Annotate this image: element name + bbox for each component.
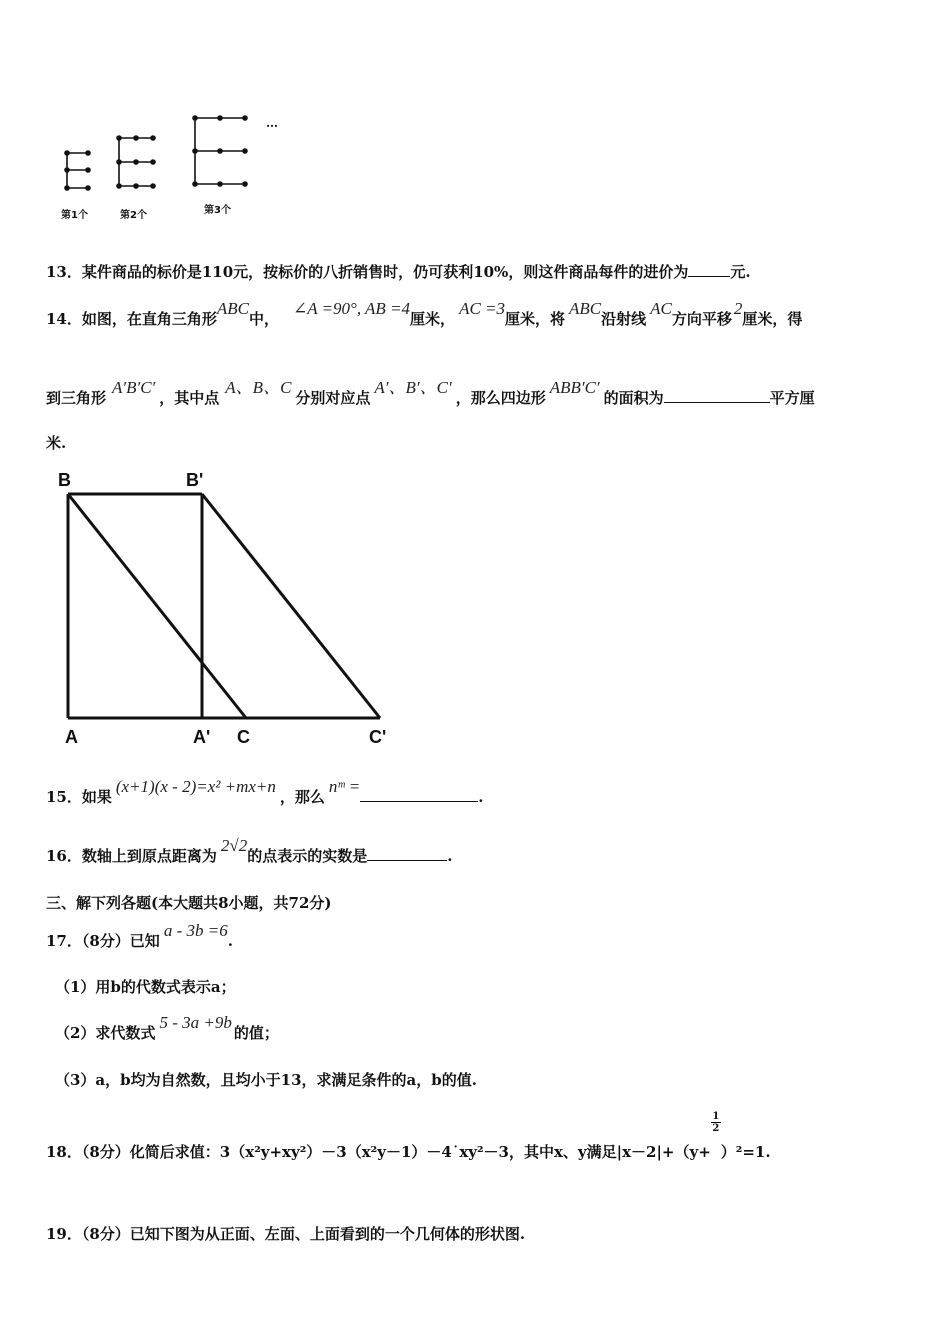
question-17-part-1: （1）用b的代数式表示a； — [55, 978, 236, 996]
math-abb1c1: ABB′C′ — [549, 378, 600, 397]
label-c-prime: C' — [369, 727, 387, 747]
pattern-caption-3: 第3个 — [204, 205, 231, 216]
answer-blank-13 — [688, 261, 730, 277]
question-14-line-3: 米. — [46, 434, 67, 452]
pattern-caption-1: 第1个 — [61, 210, 88, 221]
question-16: 16．数轴上到原点距离为2√2的点表示的实数是 . — [46, 836, 453, 865]
section-3-heading: 三、解下列各题(本大题共8小题，共72分) — [46, 894, 332, 912]
question-17-part-2: （2）求代数式5 - 3a +9b的值； — [55, 1013, 279, 1042]
pattern-ellipsis: … — [266, 116, 278, 130]
math-two: 2 — [733, 299, 743, 318]
question-13: 13．某件商品的标价是110元，按标价的八折销售时，仍可获利10%，则这件商品每件的进价为 元. — [46, 263, 751, 281]
label-a: A — [65, 727, 78, 747]
math-abc: ABC — [216, 299, 249, 318]
pattern-caption-2: 第2个 — [120, 210, 147, 221]
answer-blank-14 — [664, 387, 770, 403]
question-14-line-2: 到三角形A′B′C′，其中点A、B、C分别对应点A′、B′、C′，那么四边形ABB′C′的面积为 平方厘 — [46, 378, 815, 407]
math-two-root-two: 2√2 — [220, 836, 248, 855]
math-a-minus-3b: a - 3b =6 — [163, 921, 228, 940]
math-ac-ray: AC — [650, 299, 672, 318]
segment-bc — [68, 494, 246, 718]
label-a-prime: A' — [193, 727, 211, 747]
translation-figure — [60, 488, 390, 723]
question-15: 15．如果(x+1)(x - 2)=x² +mx+n，那么nᵐ =. — [46, 777, 484, 806]
label-b-prime: B' — [186, 470, 204, 490]
label-c: C — [237, 727, 250, 747]
math-product: (x+1)(x - 2)=x² +mx+n — [115, 777, 276, 796]
math-points-abc: A、B、C — [225, 378, 292, 397]
math-points-a1b1c1: A′、B′、C′ — [374, 378, 452, 397]
math-expression: 5 - 3a +9b — [159, 1013, 232, 1032]
question-18: 18．（8分）化简后求值：3（x²y+xy²）－3（x²y－1）－4˙xy²－3，其中x、y满足|x－2|+（y+ $\frac{1}{2}$ ）²=1. — [46, 1111, 771, 1161]
math-n-power-m: nᵐ = — [328, 777, 361, 796]
fraction-half: $\frac{1}{2}$ — [712, 1111, 720, 1134]
question-14-line-1: 14．如图，在直角三角形ABC中，∠A =90°, AB =4厘米，AC =3厘米，将ABC沿射线AC方向平移2厘米，得 — [46, 299, 803, 328]
question-17: 17．（8分）已知a - 3b =6. — [46, 921, 233, 950]
question-17-part-3: （3）a，b均为自然数，且均小于13，求满足条件的a，b的值. — [55, 1071, 477, 1089]
math-abc-2: ABC — [569, 299, 602, 318]
answer-blank-15 — [360, 786, 478, 802]
math-angle-a: ∠A =90°, AB =4 — [293, 299, 411, 318]
question-19: 19．（8分）已知下图为从正面、左面、上面看到的一个几何体的形状图. — [46, 1225, 526, 1243]
answer-blank-16 — [367, 845, 447, 861]
math-ac: AC =3 — [459, 299, 506, 318]
math-a1b1c1: A′B′C′ — [112, 378, 156, 397]
segment-b1c1 — [202, 494, 380, 718]
label-b: B — [58, 470, 71, 490]
pattern-figure — [55, 108, 285, 198]
